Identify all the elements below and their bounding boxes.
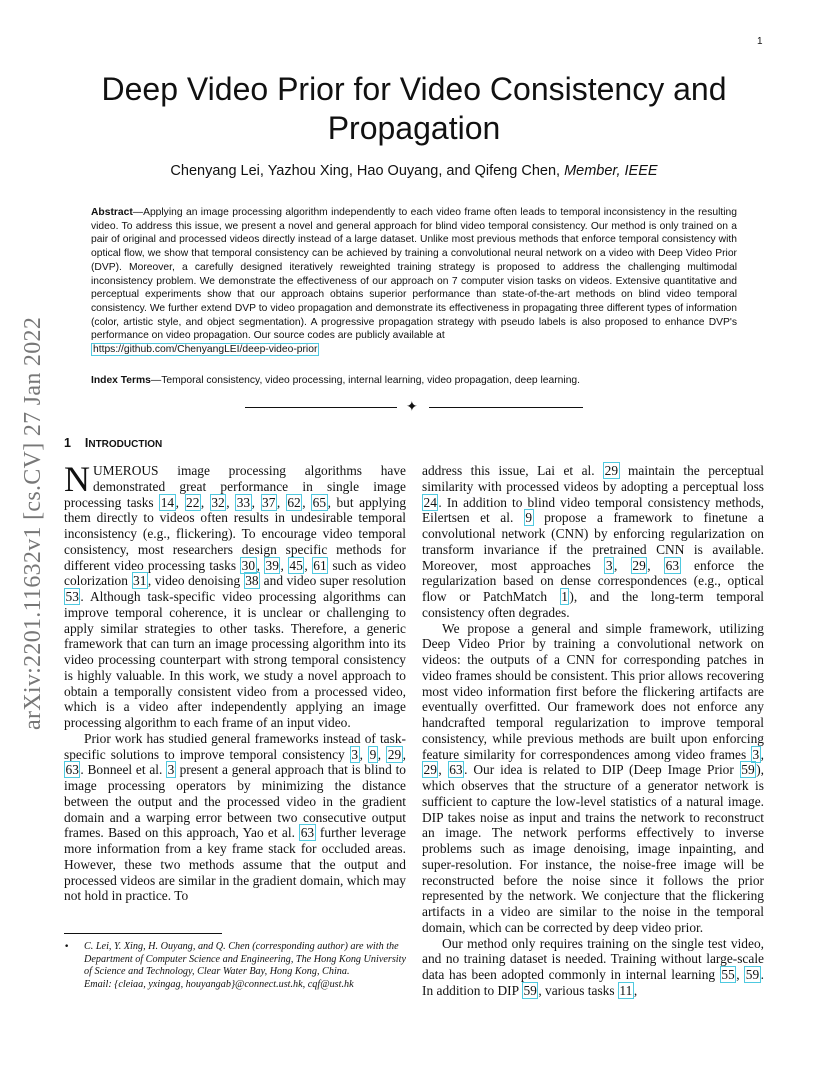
citation-link[interactable]: 31 xyxy=(133,573,147,589)
text-run: . Our idea is related to DIP (Deep Image Prior xyxy=(464,762,740,778)
arxiv-side-label[interactable]: arXiv:2201.11632v1 [cs.CV] 27 Jan 2022 xyxy=(20,316,46,730)
diamond-icon: ✦ xyxy=(406,399,418,415)
citation-link[interactable]: 9 xyxy=(525,510,533,526)
bullet-icon: • xyxy=(64,942,70,952)
text-run: propose a framework to finetune a convolutional network (CNN) by enforcing regularization on transform invariance if the pretrained CNN is available. Moreover, most approaches xyxy=(422,510,764,573)
citation-link[interactable]: 24 xyxy=(423,494,437,510)
author-list xyxy=(64,163,764,179)
citation-link[interactable]: 59 xyxy=(523,982,537,998)
citation-link[interactable]: 29 xyxy=(604,463,619,478)
citation-link[interactable]: 3 xyxy=(167,762,175,778)
citation-link[interactable]: 29 xyxy=(387,746,402,762)
citation-link[interactable]: 3 xyxy=(752,746,760,762)
text-run: image processing algorithms have demonstrated great performance in single image processing tasks xyxy=(64,463,406,510)
section-number: 1 xyxy=(64,436,71,450)
text-run: We propose a general and simple framework, utilizing Deep Video Prior by training a convolutional network on videos: the outputs of a CNN for corresponding patches in video frames should be consistent. This prior allows recovering most video information first before the flickering artifacts are eventually overfitted. Our framework does not enforce any handcrafted temporal regularization to improve temporal consistency, while previous methods are built upon enforcing feature similarity for correspondences among video frames xyxy=(422,620,764,762)
citation-link[interactable]: 59 xyxy=(745,967,760,982)
citation-link[interactable]: 39 xyxy=(265,557,279,573)
paper-title: Deep Video Prior for Video Consistency and Propagation xyxy=(101,71,727,146)
citation-link[interactable]: 3 xyxy=(351,746,359,762)
text-run: enforce the regularization based on dense correspondences (e.g., optical flow or PatchMatch xyxy=(422,557,764,604)
footnote-text xyxy=(84,941,406,992)
divider-line-right xyxy=(429,407,583,408)
citation-link[interactable]: 45 xyxy=(289,557,303,573)
citation-link[interactable]: 29 xyxy=(632,557,646,573)
source-code-link[interactable]: https://github.com/ChenyangLEI/deep-video-prior xyxy=(93,344,318,356)
abstract-text: —Applying an image processing algorithm independently to each video frame often leads to temporal inconsistency in the resulting video. To address this issue, we present a novel and general approach for blind video temporal consistency. Our method is only trained on a pair of original and processed videos directly instead of a large dataset. Unlike most previous methods that enforce temporal consistency with optical flow, we show that temporal consistency can be achieved by training a convolutional neural network on a video with Deep Video Prior (DVP). Moreover, a carefully designed iteratively reweighted training strategy is proposed to address the challenging multimodal inconsistency problem. We demonstrate the effectiveness of our approach on 7 computer vision tasks on videos. Extensive quantitative and perceptual experiments show that our approach obtains superior performance than state-of-the-art methods on blind video temporal consistency. We further extend DVP to video propagation and demonstrate its effectiveness in propagating three different types of information (color, artistic style, and object segmentation). A progressive propagation strategy with pseudo labels is also proposed to enhance DVP's performance on video propagation. Our source codes are publicly available at xyxy=(91,207,737,342)
abstract-label: Abstract xyxy=(91,207,133,218)
citation-link[interactable]: 1 xyxy=(561,589,568,604)
citation-link[interactable]: 14 xyxy=(160,494,175,510)
index-terms-label: Index Terms xyxy=(91,375,151,386)
text-run: maintain the perceptual similarity with processed videos by adopting a perceptual loss xyxy=(422,463,764,494)
text-run: further leverage more information from a key frame stack for occluded areas. However, these two methods assume that the output and processed videos are similar in the gradient domain, which may not hold in practice. To xyxy=(64,825,406,904)
footnote-affiliation: C. Lei, Y. Xing, H. Ouyang, and Q. Chen (corresponding author) are with the Department of Computer Science and Engineering, The Hong Kong University of Science and Technology, Clear Water Bay, Hong Kong, China. xyxy=(84,941,406,978)
section-divider xyxy=(245,399,585,415)
text-run: . In addition to blind video temporal consistency methods, Eilertsen et al. xyxy=(422,494,764,526)
text-run: . Although task-specific video processing algorithms can improve temporal coherence, it is unclear or challenging to apply similar strategies to other tasks. Therefore, a generic framework that can turn an image processing algorithm into its video processing counterpart with strong temporal consistency is highly valuable. In this work, we study a novel approach to obtain a temporally consistent video from a processed video, which is a video after independently applying an image processing algorithm to each frame of an input video. xyxy=(64,589,406,730)
text-run: . Bonneel et al. xyxy=(80,762,167,778)
citation-link[interactable]: 32 xyxy=(211,494,225,510)
citation-link[interactable]: 59 xyxy=(741,762,755,778)
text-run: present a general approach that is blind to image processing operators by minimizing the distance between the output and the processed video in the gradient domain and a warping error between two consecutive output frames. Based on this approach, Yao et al. xyxy=(64,762,406,841)
authors-suffix: Member, IEEE xyxy=(564,163,658,179)
footnote-rule xyxy=(64,933,222,934)
section-title-rest: NTRODUCTION xyxy=(88,439,163,450)
citation-link[interactable]: 62 xyxy=(287,494,301,510)
footnote-email: Email: {cleiaa, yxingag, houyangab}@connect.ust.hk, cqf@ust.hk xyxy=(84,979,354,991)
citation-link[interactable]: 65 xyxy=(312,494,327,510)
text-run: . In addition to DIP xyxy=(422,967,764,998)
paragraph: Prior work has studied general frameworks instead of task-specific solutions to improve temporal consistency 3 , 9 , 29 , 63 . Bonneel et al. 3 present a general approach that is blind to image processing operators by minimizing the distance between the output and the processed video in the gradient domain and a warping error between two consecutive output frames. Based on this approach, Yao et al. 63 further leverage more information from a key frame stack for occluded areas. However, these two methods assume that the output and processed videos are similar in the gradient domain, which may not hold in practice. To xyxy=(64,730,406,904)
section-title-initial: I xyxy=(84,436,89,450)
citation-link[interactable]: 29 xyxy=(423,762,437,778)
text-run: ), which observes that the structure of a generator network is sufficient to capture the low-level statistics of a natural image. DIP takes noise as input and trains the network to reconstruct an image. The network performs effectively to inverse problems such as image denoising, image inpainting, and super-resolution. For instance, the noise-free image will be reconstructed before the noise since it follows the prior represented by the network. We conjecture that the flickering artifacts in a video are similar to the noise in the temporal domain, which can be corrected by deep video prior. xyxy=(422,762,764,935)
authors-names: Chenyang Lei, Yazhou Xing, Hao Ouyang, and Qifeng Chen, xyxy=(170,163,561,179)
paragraph: We propose a general and simple framework, utilizing Deep Video Prior by training a convolutional network on videos: the outputs of a CNN for corresponding patches in video frames should be consistent. This prior allows recovering most video information first before the flickering artifacts are eventually overfitted. Our framework does not enforce any handcrafted temporal regularization to improve temporal consistency, while previous methods are built upon enforcing feature similarity for correspondences among video frames 3 , 29 , 63 . Our idea is related to DIP (Deep Image Prior 59 ), which observes that the structure of a generator network is sufficient to capture the low-level statistics of a natural image. DIP takes noise as input and trains the network to reconstruct an image. The network performs effectively to inverse problems such as image denoising, image inpainting, and super-resolution. For instance, the noise-free image will be reconstructed before the noise since it follows the prior represented by the network. We conjecture that the flickering artifacts in a video are similar to the noise in the temporal domain, which can be corrected by deep video prior. xyxy=(422,620,764,935)
text-run: ), and the long-term temporal consistency often degrades. xyxy=(422,589,764,620)
citation-link[interactable]: 63 xyxy=(300,825,315,841)
footnote xyxy=(64,941,406,992)
citation-link[interactable]: 63 xyxy=(449,762,463,778)
citation-link[interactable]: 9 xyxy=(369,746,377,762)
left-column xyxy=(64,459,407,904)
section-heading xyxy=(64,436,162,450)
paragraph: address this issue, Lai et al. 29 maintain the perceptual similarity with processed videos by adopting a perceptual loss 24 . In addition to blind video temporal consistency methods, Eilertsen et al. 9 propose a framework to finetune a convolutional network (CNN) by enforcing regularization on transform invariance if the pretrained CNN is available. Moreover, most approaches 3 , 29 , 63 enforce the regularization based on dense correspondences (e.g., optical flow or PatchMatch 1 ), and the long-term temporal consistency often degrades. xyxy=(422,463,764,620)
citation-link[interactable]: 30 xyxy=(241,557,256,573)
text-run: , but applying them directly to videos often results in undesirable temporal inconsistency (e.g., flickering). To encourage video temporal consistency, most researchers design specific methods for different video processing tasks xyxy=(64,494,407,573)
citation-link[interactable]: 61 xyxy=(313,557,327,573)
abstract xyxy=(91,206,737,357)
text-run: such as video colorization xyxy=(64,557,407,589)
divider-line-left xyxy=(245,407,397,408)
index-terms xyxy=(91,375,737,386)
citation-link[interactable]: 33 xyxy=(236,494,251,510)
text-run: , video denoising xyxy=(147,573,244,589)
citation-link[interactable]: 22 xyxy=(186,494,200,510)
text-run: and video super resolution xyxy=(260,573,406,589)
text-run: Our method only requires training on the single test video, and no training dataset is needed. Training without large-scale data has been adopted commonly in internal learning xyxy=(422,935,764,982)
citation-link[interactable]: 37 xyxy=(262,494,276,510)
citation-link[interactable]: 3 xyxy=(605,557,613,573)
text-run: Prior work has studied general frameworks instead of task-specific solutions to improve temporal consistency xyxy=(64,730,406,762)
index-terms-text: —Temporal consistency, video processing, internal learning, video propagation, deep learning. xyxy=(150,375,581,386)
citation-link[interactable]: 63 xyxy=(665,557,680,573)
citation-link[interactable]: 38 xyxy=(245,573,259,589)
citation-link[interactable]: 11 xyxy=(619,982,633,998)
text-run: address this issue, Lai et al. xyxy=(422,463,604,478)
citation-link[interactable]: 53 xyxy=(65,589,79,604)
citation-link[interactable]: 55 xyxy=(721,967,735,982)
paragraph: Our method only requires training on the single test video, and no training dataset is needed. Training without large-scale data has been adopted commonly in internal learning 55 , 59 . In addition to DIP 59 , various tasks 11 , xyxy=(422,935,764,998)
lead-word: UMEROUS xyxy=(93,463,159,478)
page-number: 1 xyxy=(757,36,763,47)
right-column xyxy=(422,463,764,999)
citation-link[interactable]: 63 xyxy=(65,762,79,778)
drop-cap: N xyxy=(64,459,90,499)
paragraph: NUMEROUS image processing algorithms have demonstrated great performance in single image processing tasks 14 , 22 , 32 , 33 , 37 , 62 , 65 , but applying them directly to videos often results in undesirable temporal inconsistency (e.g., flickering). To encourage video temporal consistency, most researchers design specific methods for different video processing tasks 30 , 39 , 45 , 61 such as video colorization 31 , video denoising 38 and video super resolution 53 . Although task-specific video processing algorithms can improve temporal coherence, it is unclear or challenging to apply similar strategies to other tasks. Therefore, a generic framework that can turn an image processing algorithm into its video processing counterpart with strong temporal consistency is highly valuable. In this work, we study a novel approach to obtain a temporally consistent video from a processed video, which is a video after independently applying an image processing algorithm to each frame of an input video. xyxy=(64,459,407,730)
text-run: , various tasks xyxy=(538,982,618,998)
